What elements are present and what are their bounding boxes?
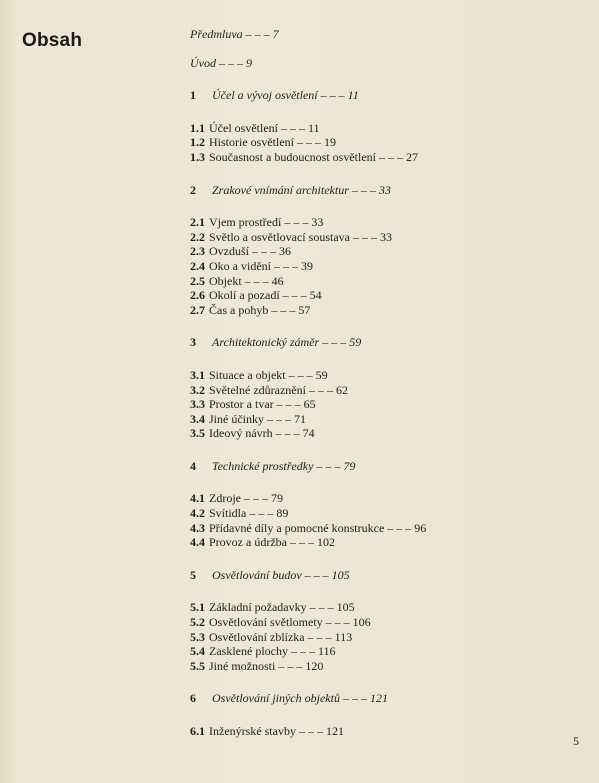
toc-entry-text bbox=[209, 644, 336, 659]
toc-subsection-page: 33 bbox=[379, 229, 392, 244]
toc-chapter-number: 4 bbox=[190, 458, 196, 473]
toc-leader: – – – bbox=[304, 629, 335, 644]
toc-subsection-number: 4.3 bbox=[190, 520, 205, 535]
toc-subsection-number: 6.1 bbox=[190, 724, 205, 738]
toc-subsection-number: 3.4 bbox=[190, 411, 205, 426]
toc-subsection-page: 105 bbox=[336, 600, 355, 615]
toc-subsection-page: 11 bbox=[307, 120, 320, 135]
toc-entry-text bbox=[209, 368, 328, 383]
toc-chapter bbox=[190, 691, 590, 706]
toc-subsection-page: 106 bbox=[352, 615, 371, 630]
toc-leader: – – – bbox=[279, 288, 310, 303]
toc-subsection bbox=[190, 491, 590, 506]
toc-entry-text bbox=[209, 506, 288, 521]
toc-subsection-number: 4.4 bbox=[190, 535, 205, 550]
toc-entry-text bbox=[209, 615, 371, 630]
toc-entry-text bbox=[209, 230, 392, 245]
toc-subsection bbox=[190, 615, 590, 630]
toc-subsection-page: 46 bbox=[271, 273, 284, 288]
toc-chapter bbox=[190, 568, 590, 583]
toc-subsection bbox=[190, 412, 590, 427]
toc-subsection bbox=[190, 600, 590, 615]
toc-subsection bbox=[190, 288, 590, 303]
toc-entry-text bbox=[212, 459, 355, 474]
toc-entry-text bbox=[209, 724, 344, 739]
toc-chapter-page: 79 bbox=[343, 458, 356, 473]
toc-leader: – – – bbox=[241, 491, 271, 506]
toc-subsection-page: 116 bbox=[317, 644, 336, 659]
page-title: Obsah bbox=[22, 30, 83, 51]
toc-leader: – – – bbox=[277, 120, 308, 135]
toc-subsection-page: 74 bbox=[302, 426, 315, 441]
toc-subsection-title: Jiné možnosti bbox=[209, 658, 276, 673]
toc-subsection-number: 2.6 bbox=[190, 288, 205, 303]
toc-subsection-page: 59 bbox=[315, 367, 328, 382]
toc-subsection-number: 5.4 bbox=[190, 644, 205, 659]
toc-subsection bbox=[190, 121, 590, 136]
toc-chapter-page: 33 bbox=[378, 182, 391, 197]
toc-subsection-title: Světelné zdůraznění bbox=[209, 382, 306, 397]
toc-entry-text bbox=[209, 274, 284, 289]
toc-leader: – – – bbox=[339, 691, 370, 706]
toc-subsection-page: 39 bbox=[301, 258, 313, 273]
page-number: 5 bbox=[573, 734, 579, 748]
toc-subsection-title: Osvětlování světlomety bbox=[209, 615, 323, 630]
toc-subsection-page: 89 bbox=[276, 506, 289, 521]
toc-leader: – – – bbox=[322, 615, 353, 630]
toc-subsection-number: 2.4 bbox=[190, 258, 205, 273]
toc-chapter-page: 121 bbox=[369, 691, 388, 706]
toc-subsection-title: Přídavné díly a pomocné konstrukce bbox=[209, 520, 385, 535]
toc-chapter-number: 1 bbox=[190, 88, 196, 103]
toc-entry-text bbox=[209, 397, 316, 412]
toc-subsection bbox=[190, 426, 590, 441]
toc-subsection-page: 113 bbox=[334, 629, 353, 644]
toc-entry-text bbox=[209, 150, 418, 165]
toc-subsection-number: 5.1 bbox=[190, 600, 205, 615]
toc-chapter bbox=[190, 88, 590, 103]
toc-subsection bbox=[190, 368, 590, 383]
toc-subsection bbox=[190, 383, 590, 398]
toc-leader: – – – bbox=[271, 258, 301, 273]
toc-subsection-title: Objekt bbox=[209, 273, 242, 288]
toc-subsection-page: 57 bbox=[298, 302, 311, 317]
toc-subsection-number: 3.2 bbox=[190, 382, 205, 397]
toc-entry-text bbox=[190, 56, 252, 71]
toc-entry-text bbox=[209, 288, 322, 303]
toc-subsection bbox=[190, 303, 590, 318]
toc-chapter bbox=[190, 335, 590, 350]
toc-entry-text bbox=[209, 412, 306, 427]
toc-entry-text bbox=[209, 259, 313, 274]
toc-leader: – – – bbox=[306, 600, 337, 615]
toc-subsection-number: 4.1 bbox=[190, 491, 205, 506]
toc-chapter-page: 11 bbox=[347, 88, 359, 103]
toc-subsection-page: 19 bbox=[323, 135, 336, 150]
toc-entry-text bbox=[212, 183, 391, 198]
toc-subsection-title: Inženýrské stavby bbox=[209, 724, 296, 738]
toc-entry-page: 9 bbox=[246, 55, 252, 70]
toc-subsection-title: Prostor a tvar bbox=[209, 397, 274, 412]
toc-subsection-number: 1.2 bbox=[190, 135, 205, 150]
toc-subsection-title: Okolí a pozadí bbox=[209, 288, 280, 303]
toc-subsection-number: 5.3 bbox=[190, 629, 205, 644]
toc-subsection-title: Čas a pohyb bbox=[209, 302, 269, 317]
toc-subsection-number: 2.5 bbox=[190, 273, 205, 288]
toc-leader: – – – bbox=[268, 302, 299, 317]
toc-entry-title: Úvod bbox=[190, 55, 216, 70]
toc-subsection bbox=[190, 644, 590, 659]
toc-subsection-title: Vjem prostředí bbox=[209, 215, 282, 230]
toc-entry-text bbox=[209, 383, 348, 398]
toc-leader: – – – bbox=[286, 535, 317, 550]
toc-leader: – – – bbox=[349, 229, 380, 244]
toc-subsection-page: 36 bbox=[279, 244, 291, 259]
toc-subsection-page: 54 bbox=[309, 288, 322, 303]
toc-leader: – – – bbox=[319, 335, 350, 350]
toc-entry-text bbox=[209, 426, 315, 441]
toc-entry-text bbox=[190, 27, 279, 42]
toc-entry-text bbox=[212, 335, 361, 350]
toc-chapter-title: Zrakové vnímání architektur bbox=[212, 182, 349, 197]
toc-subsection-number: 2.3 bbox=[190, 244, 205, 259]
toc-leader: – – – bbox=[317, 88, 348, 103]
toc-subsection-title: Jiné účinky bbox=[209, 411, 264, 426]
toc-entry-text bbox=[209, 244, 291, 259]
toc-subsection-title: Historie osvětlení bbox=[209, 135, 294, 150]
toc-chapter-number: 2 bbox=[190, 182, 196, 197]
toc-chapter-number: 5 bbox=[190, 567, 196, 582]
toc-subsection bbox=[190, 521, 590, 536]
toc-subsection-title: Provoz a údržba bbox=[209, 535, 287, 550]
toc-subsection-page: 96 bbox=[414, 520, 427, 535]
toc-subsection-title: Zasklené plochy bbox=[209, 644, 288, 659]
toc-chapter-title: Technické prostředky bbox=[212, 458, 314, 473]
toc-subsection-number: 2.1 bbox=[190, 215, 205, 230]
toc-subsection-number: 5.2 bbox=[190, 615, 205, 630]
toc-subsection-number: 1.1 bbox=[190, 120, 205, 135]
toc-leader: – – – bbox=[348, 182, 379, 197]
toc-subsection-page: 121 bbox=[325, 724, 344, 738]
toc-chapter-page: 59 bbox=[349, 335, 362, 350]
toc-subsection-page: 27 bbox=[405, 149, 418, 164]
toc-entry-text bbox=[212, 88, 359, 103]
toc-subsection-number: 3.1 bbox=[190, 367, 205, 382]
toc-subsection bbox=[190, 259, 590, 274]
toc-subsection-page: 79 bbox=[271, 491, 283, 506]
toc-subsection-page: 33 bbox=[311, 215, 324, 230]
toc-subsection-number: 1.3 bbox=[190, 149, 205, 164]
toc-chapter bbox=[190, 459, 590, 474]
toc-chapter-title: Účel a vývoj osvětlení bbox=[212, 88, 318, 103]
toc-subsection-title: Současnost a budoucnost osvětlení bbox=[209, 149, 376, 164]
toc-subsection-title: Základní požadavky bbox=[209, 600, 307, 615]
toc-entry-front bbox=[190, 56, 590, 71]
toc-subsection bbox=[190, 630, 590, 645]
toc-subsection bbox=[190, 230, 590, 245]
toc-entry-title: Předmluva bbox=[190, 27, 243, 41]
toc-chapter-title: Osvětlování jiných objektů bbox=[212, 691, 340, 706]
toc-entry-text bbox=[209, 659, 323, 674]
toc-leader: – – – bbox=[249, 244, 279, 259]
toc-chapter-page: 105 bbox=[331, 567, 350, 582]
toc-entry-text bbox=[212, 568, 350, 583]
toc-subsection bbox=[190, 535, 590, 550]
toc-leader: – – – bbox=[272, 426, 303, 441]
toc-entry-text bbox=[209, 135, 336, 150]
toc-entry-text bbox=[212, 691, 388, 706]
toc-subsection bbox=[190, 215, 590, 230]
toc-subsection-page: 65 bbox=[303, 397, 316, 412]
toc-entry-text bbox=[209, 491, 283, 506]
toc-leader: – – – bbox=[264, 411, 294, 426]
toc-leader: – – – bbox=[281, 215, 312, 230]
toc-leader: – – – bbox=[375, 149, 406, 164]
toc-entry-text bbox=[209, 600, 355, 615]
toc-entry-text bbox=[209, 521, 426, 536]
toc-entry-text bbox=[209, 303, 310, 318]
toc-subsection-title: Ovzduší bbox=[209, 244, 249, 259]
toc-subsection-number: 5.5 bbox=[190, 658, 205, 673]
toc-subsection-number: 3.3 bbox=[190, 397, 205, 412]
toc-entry-text bbox=[209, 121, 320, 136]
toc-subsection bbox=[190, 724, 590, 739]
toc-leader: – – – bbox=[313, 458, 344, 473]
toc-subsection-page: 62 bbox=[335, 382, 348, 397]
toc-leader: – – – bbox=[295, 724, 326, 738]
toc-subsection-page: 102 bbox=[316, 535, 335, 550]
toc-leader: – – – bbox=[285, 367, 316, 382]
toc-subsection-title: Oko a vidění bbox=[209, 258, 271, 273]
toc-leader: – – – bbox=[305, 382, 336, 397]
toc-subsection bbox=[190, 244, 590, 259]
toc-chapter-number: 3 bbox=[190, 335, 196, 350]
toc-subsection-number: 3.5 bbox=[190, 426, 205, 441]
toc-leader: – – – bbox=[384, 520, 415, 535]
toc-subsection-title: Světlo a osvětlovací soustava bbox=[209, 229, 350, 244]
toc-subsection bbox=[190, 659, 590, 674]
table-of-contents bbox=[190, 27, 590, 739]
toc-entry-front bbox=[190, 27, 590, 42]
toc-subsection-title: Účel osvětlení bbox=[209, 120, 278, 135]
toc-leader: – – – bbox=[287, 644, 318, 659]
toc-subsection-title: Zdroje bbox=[209, 491, 241, 506]
toc-leader: – – – bbox=[275, 658, 306, 673]
toc-chapter-title: Architektonický záměr bbox=[212, 335, 320, 350]
toc-subsection-number: 2.2 bbox=[190, 229, 205, 244]
toc-subsection bbox=[190, 150, 590, 165]
toc-entry-text bbox=[209, 535, 335, 550]
toc-subsection-title: Situace a objekt bbox=[209, 367, 286, 382]
toc-entry-text bbox=[209, 630, 352, 645]
toc-subsection bbox=[190, 397, 590, 412]
toc-subsection bbox=[190, 135, 590, 150]
toc-leader: – – – bbox=[246, 506, 277, 521]
toc-leader: – – – bbox=[273, 397, 304, 412]
toc-subsection-number: 2.7 bbox=[190, 302, 205, 317]
toc-entry-page: 7 bbox=[272, 27, 279, 41]
toc-leader: – – – bbox=[301, 567, 332, 582]
toc-leader: – – – bbox=[293, 135, 324, 150]
toc-entry-text bbox=[209, 215, 323, 230]
toc-subsection bbox=[190, 274, 590, 289]
toc-subsection-number: 4.2 bbox=[190, 506, 205, 521]
toc-leader: – – – bbox=[216, 55, 246, 70]
toc-chapter-title: Osvětlování budov bbox=[212, 567, 302, 582]
toc-subsection-page: 71 bbox=[294, 411, 306, 426]
toc-subsection bbox=[190, 506, 590, 521]
toc-leader: – – – bbox=[242, 27, 273, 41]
toc-chapter-number: 6 bbox=[190, 691, 196, 706]
toc-chapter bbox=[190, 183, 590, 198]
toc-leader: – – – bbox=[241, 273, 272, 288]
toc-subsection-title: Svítidla bbox=[209, 506, 247, 521]
toc-subsection-title: Ideový návrh bbox=[209, 426, 273, 441]
toc-subsection-page: 120 bbox=[305, 658, 324, 673]
toc-subsection-title: Osvětlování zblízka bbox=[209, 629, 305, 644]
